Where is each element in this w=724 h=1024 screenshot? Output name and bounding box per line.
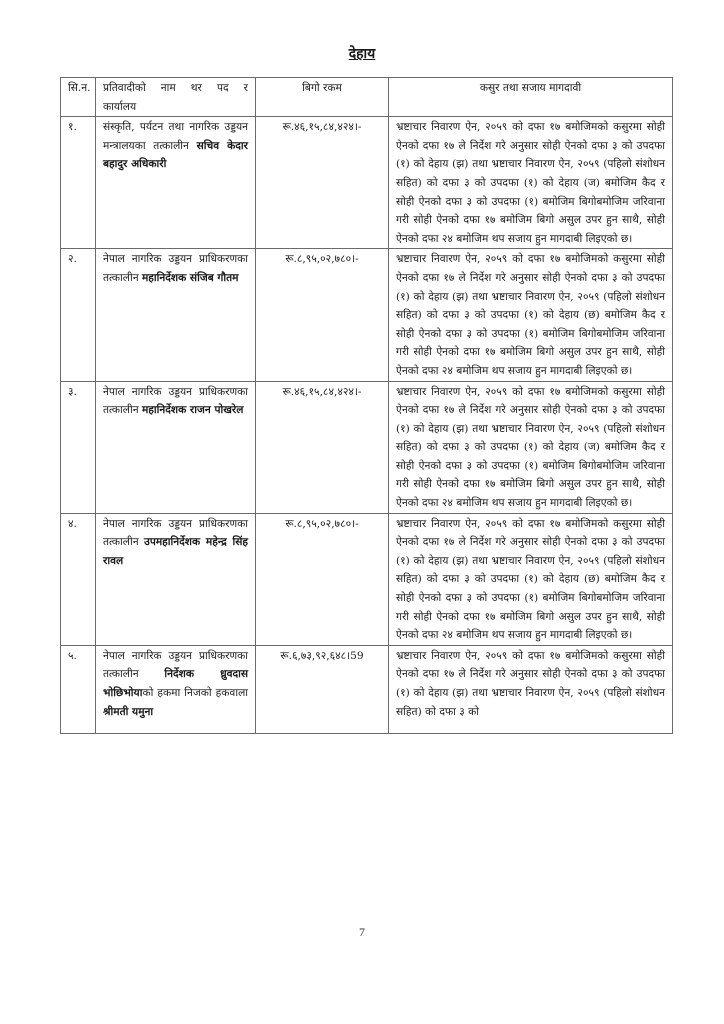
header-amount: बिगो रकम: [256, 78, 389, 117]
cell-serial: २.: [61, 249, 96, 381]
table-row: [61, 645, 673, 733]
cell-amount: रू.४६,१५,८४,४२४।-: [256, 381, 389, 513]
defendants-table: [60, 77, 673, 734]
cell-defendant: संस्कृति, पर्यटन तथा नागरिक उड्डयन मन्त्रालयका तत्कालीन सचिव केदार बहादुर अधिकारी: [96, 117, 256, 249]
cell-defendant: नेपाल नागरिक उड्डयन प्राधिकरणका तत्कालीन निर्देशक ध्रुवदास भोछिभोयाको हकमा निजको हकवाला श्रीमती यमुना: [96, 645, 256, 733]
cell-defendant: नेपाल नागरिक उड्डयन प्राधिकरणका तत्कालीन उपमहानिर्देशक महेन्द्र सिंह रावल: [96, 513, 256, 645]
cell-serial: ३.: [61, 381, 96, 513]
cell-charge: भ्रष्टाचार निवारण ऐन, २०५९ को दफा १७ बमोजिमको कसुरमा सोही ऐनको दफा १७ ले निर्देश गरे अनुसार सोही ऐनको दफा ३ को उपदफा (१) को देहाय (झ) तथा भ्रष्टाचार निवारण ऐन, २०५९ (पहिलो संशोधन सहित) को दफा ३ को: [389, 645, 673, 733]
table-row: [61, 381, 673, 513]
header-defendant-name: प्रतिवादीको नाम थर पद र कार्यालय: [96, 78, 256, 117]
cell-serial: ४.: [61, 513, 96, 645]
table-row: [61, 249, 673, 381]
cell-amount: रू.६,७३,९२,६४८।59: [256, 645, 389, 733]
table-row: [61, 117, 673, 249]
table-header-row: [61, 78, 673, 117]
table-row: [61, 513, 673, 645]
cell-defendant: नेपाल नागरिक उड्डयन प्राधिकरणका तत्कालीन महानिर्देशक संजिब गौतम: [96, 249, 256, 381]
cell-amount: रू.८,९५,०२,७८०।-: [256, 249, 389, 381]
header-charge: कसुर तथा सजाय मागदावी: [389, 78, 673, 117]
cell-charge: भ्रष्टाचार निवारण ऐन, २०५९ को दफा १७ बमोजिमको कसुरमा सोही ऐनको दफा १७ ले निर्देश गरे अनुसार सोही ऐनको दफा ३ को उपदफा (१) को देहाय (झ) तथा भ्रष्टाचार निवारण ऐन, २०५९ (पहिलो संशोधन सहित) को दफा ३ को उपदफा (१) को देहाय (छ) बमोजिम कैद र सोही ऐनको दफा ३ को उपदफा (१) बमोजिम बिगोबमोजिम जरिवाना गरी सोही ऐनको दफा १७ बमोजिम बिगो असुल उपर हुन साथै, सोही ऐनको दफा २४ बमोजिम थप सजाय हुन मागदाबी लिइएको छ।: [389, 513, 673, 645]
cell-amount: रू.८,९५,०२,७८०।-: [256, 513, 389, 645]
page-number: 7: [359, 925, 365, 939]
cell-amount: रू.४६,१५,८४,४२४।-: [256, 117, 389, 249]
document-title: देहाय: [348, 46, 376, 62]
cell-charge: भ्रष्टाचार निवारण ऐन, २०५९ को दफा १७ बमोजिमको कसुरमा सोही ऐनको दफा १७ ले निर्देश गरे अनुसार सोही ऐनको दफा ३ को उपदफा (१) को देहाय (झ) तथा भ्रष्टाचार निवारण ऐन, २०५९ (पहिलो संशोधन सहित) को दफा ३ को उपदफा (१) को देहाय (छ) बमोजिम कैद र सोही ऐनको दफा ३ को उपदफा (१) बमोजिम बिगोबमोजिम जरिवाना गरी सोही ऐनको दफा १७ बमोजिम बिगो असुल उपर हुन साथै, सोही ऐनको दफा २४ बमोजिम थप सजाय हुन मागदाबी लिइएको छ।: [389, 249, 673, 381]
cell-serial: ५.: [61, 645, 96, 733]
cell-serial: १.: [61, 117, 96, 249]
header-serial: सि.न.: [61, 78, 96, 117]
cell-charge: भ्रष्टाचार निवारण ऐन, २०५९ को दफा १७ बमोजिमको कसुरमा सोही ऐनको दफा १७ ले निर्देश गरे अनुसार सोही ऐनको दफा ३ को उपदफा (१) को देहाय (झ) तथा भ्रष्टाचार निवारण ऐन, २०५९ (पहिलो संशोधन सहित) को दफा ३ को उपदफा (१) को देहाय (ज) बमोजिम कैद र सोही ऐनको दफा ३ को उपदफा (१) बमोजिम बिगोबमोजिम जरिवाना गरी सोही ऐनको दफा १७ बमोजिम बिगो असुल उपर हुन साथै, सोही ऐनको दफा २४ बमोजिम थप सजाय हुन मागदाबी लिइएको छ।: [389, 117, 673, 249]
cell-defendant: नेपाल नागरिक उड्डयन प्राधिकरणका तत्कालीन महानिर्देशक राजन पोखरेल: [96, 381, 256, 513]
cell-charge: भ्रष्टाचार निवारण ऐन, २०५९ को दफा १७ बमोजिमको कसुरमा सोही ऐनको दफा १७ ले निर्देश गरे अनुसार सोही ऐनको दफा ३ को उपदफा (१) को देहाय (झ) तथा भ्रष्टाचार निवारण ऐन, २०५९ (पहिलो संशोधन सहित) को दफा ३ को उपदफा (१) को देहाय (ज) बमोजिम कैद र सोही ऐनको दफा ३ को उपदफा (१) बमोजिम बिगोबमोजिम जरिवाना गरी सोही ऐनको दफा १७ बमोजिम बिगो असुल उपर हुन साथै, सोही ऐनको दफा २४ बमोजिम थप सजाय हुन मागदाबी लिइएको छ।: [389, 381, 673, 513]
